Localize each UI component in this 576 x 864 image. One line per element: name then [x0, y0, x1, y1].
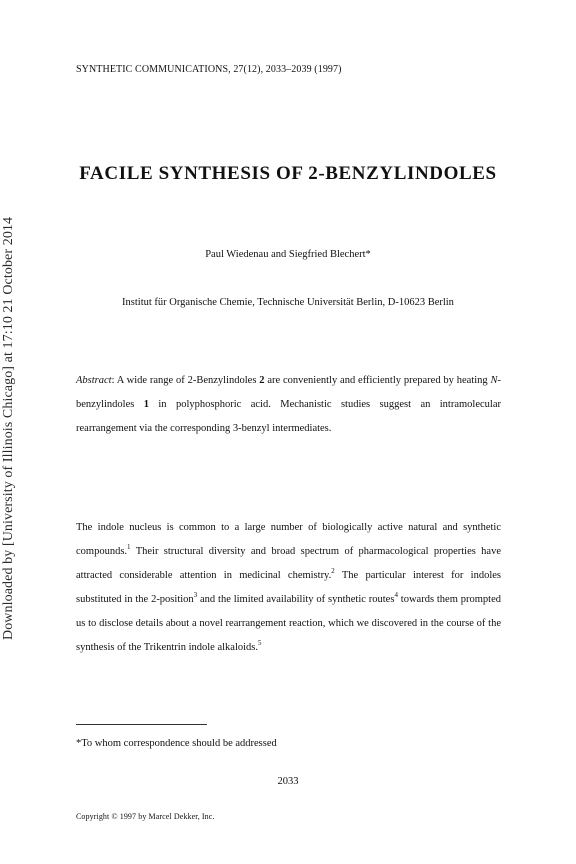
download-watermark: Downloaded by [University of Illinois Chicago] at 17:10 21 October 2014: [1, 216, 16, 640]
abstract-label: Abstract: [76, 375, 112, 386]
abstract-text: : A wide range of 2-Benzylindoles: [111, 375, 260, 386]
abstract-paragraph: [76, 369, 501, 441]
footnote: *To whom correspondence should be addressed: [76, 738, 277, 749]
compound-ref-2: 2: [259, 375, 265, 386]
reference-marker: 1: [127, 542, 131, 551]
reference-marker: 5: [258, 638, 262, 647]
italic-n: N: [490, 375, 498, 386]
abstract-text: in polyphosphoric acid. Mechanistic studies suggest an intramolecular rearrangement via the corresponding 3-benzyl intermediates.: [76, 399, 501, 434]
affiliation: Institut für Organische Chemie, Technische Universität Berlin, D-10623 Berlin: [122, 297, 454, 308]
reference-marker: 4: [394, 590, 398, 599]
body-sentence: towards them prompted us to disclose details about a novel rearrangement reaction, which we discovered in the course of the synthesis of the Trikentrin indole alkaloids.: [76, 594, 501, 653]
abstract-text: are conveniently and efficiently prepared by heating: [264, 375, 491, 386]
compound-ref-1: 1: [143, 399, 149, 410]
paper-title: FACILE SYNTHESIS OF 2-BENZYLINDOLES: [79, 163, 497, 184]
abstract-text: -benzylindoles: [76, 375, 501, 410]
body-sentence: The particular interest for indoles substituted in the 2-position: [76, 570, 502, 605]
copyright-notice: Copyright © 1997 by Marcel Dekker, Inc.: [76, 812, 215, 821]
body-sentence: The indole nucleus is common to a large number of biologically active natural and synthetic compounds.: [76, 522, 501, 557]
body-sentence: and the limited availability of synthetic routes: [197, 594, 395, 605]
body-paragraph: [76, 516, 501, 660]
footnote-divider: [76, 724, 207, 725]
reference-marker: 2: [331, 566, 335, 575]
page-number: 2033: [277, 776, 299, 787]
running-head: SYNTHETIC COMMUNICATIONS, 27(12), 2033–2039 (1997): [76, 64, 342, 75]
body-sentence: Their structural diversity and broad spectrum of pharmacological properties have attracted considerable attention in medicinal chemistry.: [76, 546, 501, 581]
reference-marker: 3: [193, 590, 198, 599]
author-list: Paul Wiedenau and Siegfried Blechert*: [205, 249, 371, 260]
